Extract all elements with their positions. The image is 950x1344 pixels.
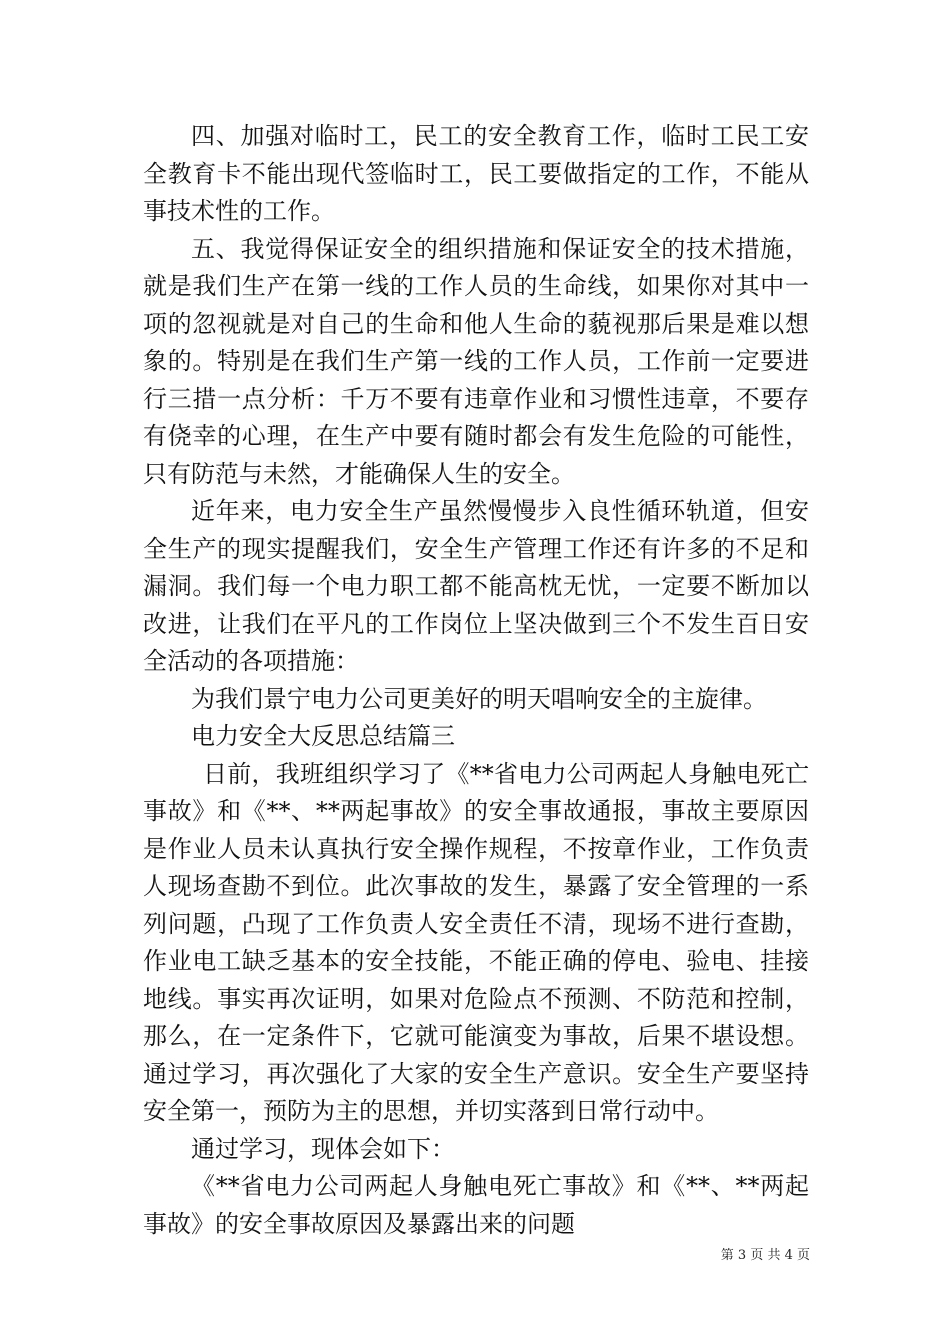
document-body <box>143 118 809 1243</box>
paragraph-recent-years: 近年来，电力安全生产虽然慢慢步入良性循环轨道，但安全生产的现实提醒我们，安全生产管理工作还有许多的不足和漏洞。我们每一个电力职工都不能高枕无忧，一定要不断加以改进，让我们在平凡的工作岗位上坚决做到三个不发生百日安全活动的各项措施： <box>143 497 809 675</box>
paragraph-main-melody: 为我们景宁电力公司更美好的明天唱响安全的主旋律。 <box>191 684 767 713</box>
paragraph-4-temporary-workers: 四、加强对临时工，民工的安全教育工作，临时工民工安全教育卡不能出现代签临时工，民工要做指定的工作，不能从事技术性的工作。 <box>143 122 809 225</box>
paragraph-experience-intro: 通过学习，现体会如下： <box>191 1134 455 1163</box>
paragraph-5-safety-measures: 五、我觉得保证安全的组织措施和保证安全的技术措施，就是我们生产在第一线的工作人员的生命线，如果你对其中一项的忽视就是对自己的生命和他人生命的藐视那后果是难以想象的。特别是在我们生产第一线的工作人员，工作前一定要进行三措一点分析：千万不要有违章作业和习惯性违章，不要存有侥幸的心理，在生产中要有随时都会有发生危险的可能性，只有防范与未然，才能确保人生的安全。 <box>143 234 809 488</box>
section-heading: 电力安全大反思总结篇三 <box>191 722 455 750</box>
paragraph-accident-causes: 《**省电力公司两起人身触电死亡事故》和《**、**两起事故》的安全事故原因及暴露出来的问题 <box>143 1172 809 1238</box>
page-number: 第 3 页 共 4 页 <box>720 1248 810 1263</box>
paragraph-accident-study: 日前，我班组织学习了《**省电力公司两起人身触电死亡事故》和《**、**两起事故》的安全事故通报，事故主要原因是作业人员未认真执行安全操作规程，不按章作业，工作负责人现场查勘不到位。此次事故的发生，暴露了安全管理的一系列问题，凸现了工作负责人安全责任不清，现场不进行查勘，作业电工缺乏基本的安全技能，不能正确的停电、验电、挂接地线。事实再次证明，如果对危险点不预测、不防范和控制，那么，在一定条件下，它就可能演变为事故，后果不堪设想。通过学习，再次强化了大家的安全生产意识。安全生产要坚持安全第一，预防为主的思想，并切实落到日常行动中。 <box>143 759 809 1125</box>
